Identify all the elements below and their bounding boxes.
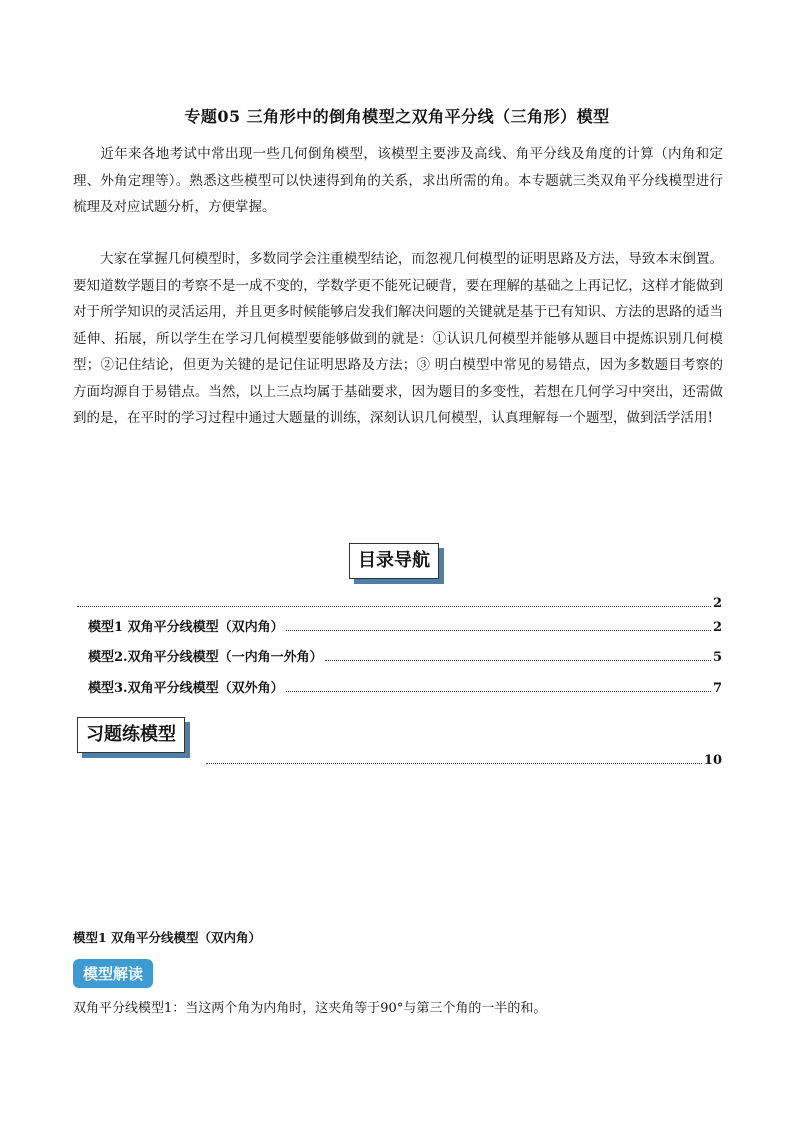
toc-leader-dots — [206, 762, 702, 764]
toc-row-page: 2 — [712, 620, 722, 635]
toc-row-label: 模型3.双角平分线模型（双外角） — [88, 681, 284, 696]
toc-leader-dots — [325, 659, 711, 661]
section-heading: 模型1 双角平分线模型（双内角） — [73, 930, 262, 945]
advice-text: 大家在掌握几何模型时，多数同学会注重模型结论，而忽视几何模型的证明思路及方法，导致本末倒置。要知道数学题目的考察不是一成不变的，学数学更不能死记硬背，要在理解的基础之上再记忆，这样才能做到对于所学知识的灵活运用，并且更多时候能够启发我们解决问题的关键就是基于已有知识、方法的思路的适当延伸、拓展，所以学生在学习几何模型要能够做到的就是：①认识几何模型并能够从题目中提炼识别几何模型；②记住结论，但更为关键的是记住证明思路及方法；③ 明白模型中常见的易错点，因为多数题目考察的方面均源自于易错点。当然，以上三点均属于基础要求，因为题目的多变性，若想在几何学习中突出，还需做到的是，在平时的学习过程中通过大题量的训练，深刻认识几何模型，认真理解每一个题型，做到活学活用! — [73, 251, 723, 426]
intro-text: 近年来各地考试中常出现一些几何倒角模型，该模型主要涉及高线、角平分线及角度的计算（内角和定理、外角定理等）。熟悉这些模型可以快速得到角的关系，求出所需的角。本专题就三类双角平分线模型进行梳理及对应试题分析，方便掌握。 — [73, 146, 723, 215]
toc-row[interactable] — [75, 595, 722, 613]
toc-leader-dots — [77, 605, 711, 607]
toc-row-page: 2 — [712, 596, 722, 611]
toc-row-label: 模型1 双角平分线模型（双内角） — [88, 620, 284, 635]
toc-row-page: 5 — [712, 650, 722, 665]
toc-row-page: 7 — [712, 681, 722, 696]
toc-row[interactable] — [88, 619, 722, 637]
section-text: 双角平分线模型1：当这两个角为内角时，这夹角等于90°与第三个角的一半的和。 — [73, 1001, 547, 1016]
toc-heading: 目录导航 — [349, 543, 439, 579]
document-title: 专题05 三角形中的倒角模型之双角平分线（三角形）模型 — [184, 107, 610, 126]
toc-leader-dots — [286, 629, 711, 631]
toc-row[interactable] — [88, 649, 722, 667]
toc-row-exercises[interactable] — [204, 752, 722, 770]
toc-leader-dots — [286, 690, 711, 692]
toc-row-page: 10 — [703, 753, 722, 768]
intro-paragraph — [73, 141, 723, 221]
toc-row-label: 模型2.双角平分线模型（一内角一外角） — [88, 650, 323, 665]
advice-paragraph — [73, 246, 723, 432]
toc-row[interactable] — [88, 680, 722, 698]
model-explanation-badge: 模型解读 — [73, 959, 153, 988]
exercise-heading: 习题练模型 — [77, 717, 185, 753]
